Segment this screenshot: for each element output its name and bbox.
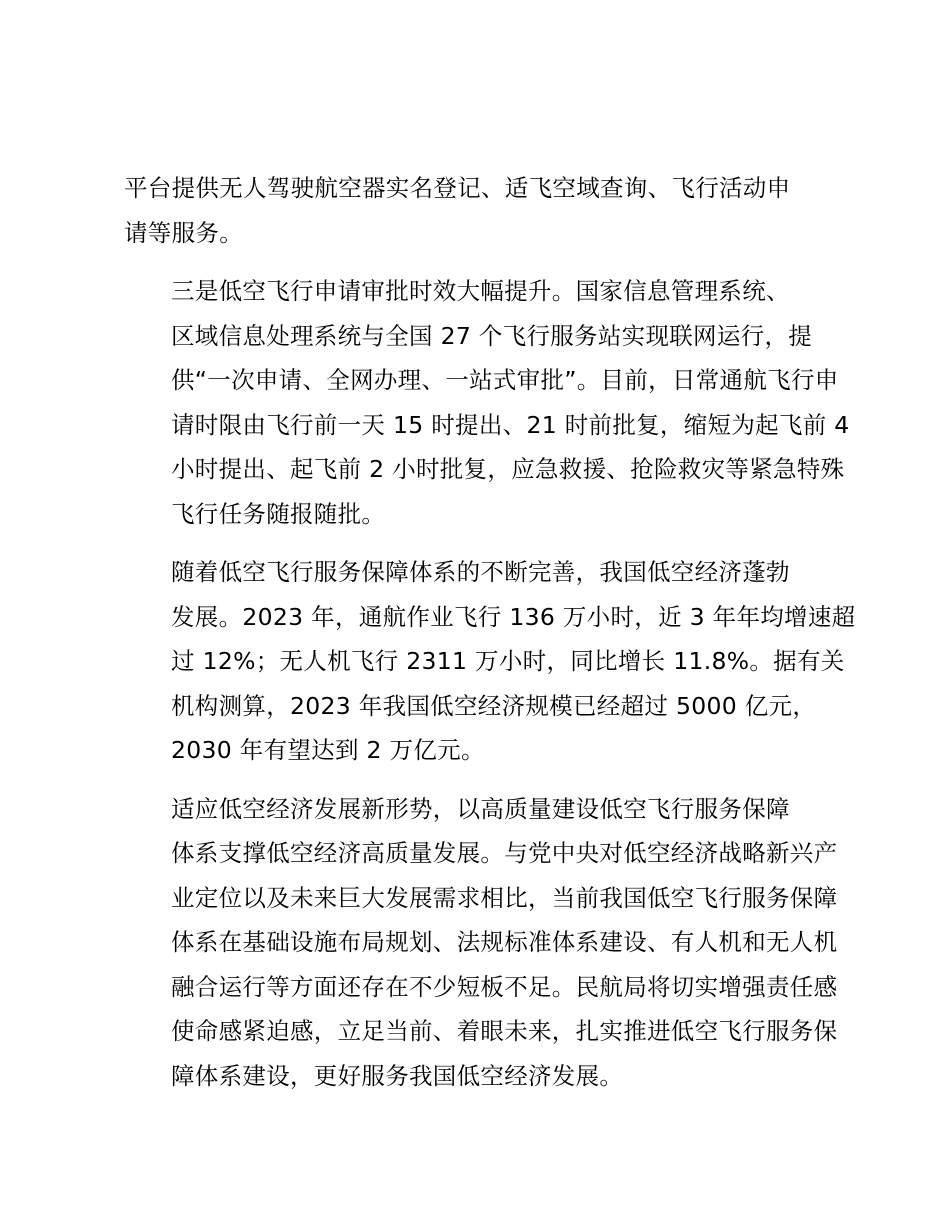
text-line: 三是低空飞行申请审批时效大幅提升。国家信息管理系统、 <box>171 277 790 305</box>
text-line: 融合运行等方面还存在不少短板不足。民航局将切实增强责任感 <box>171 972 838 1001</box>
paragraph-development-outlook <box>124 787 838 1099</box>
paragraph-platform-services <box>124 166 838 255</box>
document-page <box>124 166 856 1112</box>
text-line: 供“一次申请、全网办理、一站式审批”。目前，日常通航飞行申 <box>171 366 839 394</box>
text-line: 随着低空飞行服务保障体系的不断完善，我国低空经济蓬勃 <box>171 558 790 586</box>
text-line: 体系支撑低空经济高质量发展。与党中央对低空经济战略新兴产 <box>171 839 838 867</box>
text-line: 适应低空经济发展新形势，以高质量建设低空飞行服务保障 <box>171 794 790 823</box>
paragraph-economy-growth <box>124 550 856 773</box>
text-line: 请时限由飞行前一天 15 时提出、21 时前批复，缩短为起飞前 4 <box>171 410 850 439</box>
text-line: 过 12%；无人机飞行 2311 万小时，同比增长 11.8%。据有关 <box>171 647 845 675</box>
text-line: 区域信息处理系统与全国 27 个飞行服务站实现联网运行，提 <box>171 321 813 350</box>
text-line: 业定位以及未来巨大发展需求相比，当前我国低空飞行服务保障 <box>171 883 838 912</box>
text-line: 飞行任务随报随批。 <box>171 499 386 528</box>
text-line: 发展。2023 年，通航作业飞行 136 万小时，近 3 年年均增速超 <box>171 602 856 631</box>
text-line: 使命感紧迫感，立足当前、着眼未来，扎实推进低空飞行服务保 <box>171 1017 838 1045</box>
text-line: 机构测算，2023 年我国低空经济规模已经超过 5000 亿元， <box>171 691 817 720</box>
text-line: 2030 年有望达到 2 万亿元。 <box>171 736 485 764</box>
text-line: 体系在基础设施布局规划、法规标准体系建设、有人机和无人机 <box>171 928 838 956</box>
text-line: 请等服务。 <box>124 218 243 247</box>
text-line: 障体系建设，更好服务我国低空经济发展。 <box>171 1061 624 1090</box>
paragraph-approval-efficiency <box>124 269 850 536</box>
text-line: 小时提出、起飞前 2 小时批复，应急救援、抢险救灾等紧急特殊 <box>171 455 845 483</box>
text-line: 平台提供无人驾驶航空器实名登记、适飞空域查询、飞行活动申 <box>124 174 791 202</box>
